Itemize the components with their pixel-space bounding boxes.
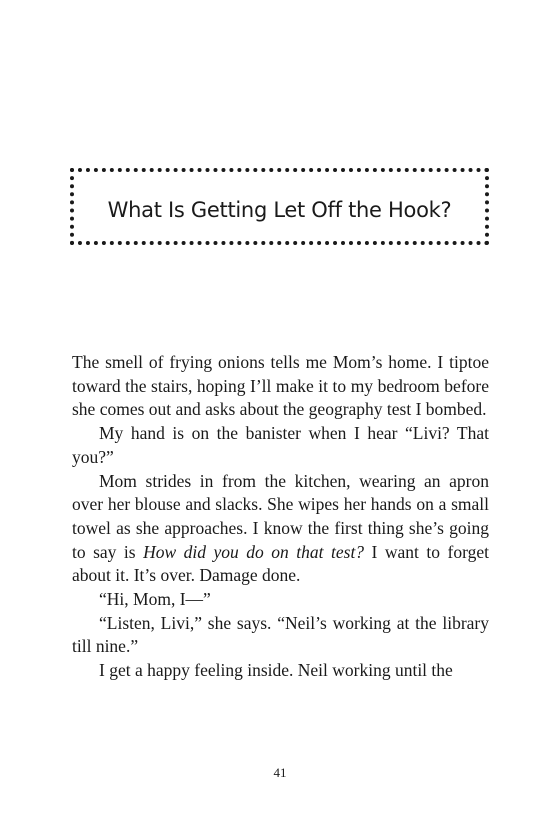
paragraph-4: “Hi, Mom, I—”	[99, 589, 211, 610]
paragraph-1: The smell of frying onions tells me Mom’s home. I tiptoe toward the stairs, hoping I’ll make it to my bedroom before she comes out and asks about the geography test I bombed.	[72, 352, 489, 420]
paragraph-5: “Listen, Livi,” she says. “Neil’s working at the library till nine.”	[72, 612, 489, 657]
chapter-body	[72, 351, 489, 683]
chapter-title-box	[70, 168, 489, 245]
paragraph-3-start: Mom strides in from the kitchen, wearing an apron over her blouse and slacks. She wipes her hands on a small towel as she approaches. I know the first thing she’s going to say is	[72, 470, 489, 562]
paragraph-3-italic: How did you do on that test?	[143, 541, 365, 562]
page-number: 41	[273, 765, 287, 780]
paragraph-6: I get a happy feeling inside. Neil working until the	[99, 660, 453, 681]
paragraph-3-end: I want to forget about it. It’s over. Damage done.	[72, 541, 489, 586]
chapter-title: What Is Getting Let Off the Hook?	[107, 197, 452, 222]
paragraph-2: My hand is on the banister when I hear “Livi? That you?”	[72, 423, 489, 467]
paragraph-3	[72, 470, 489, 589]
